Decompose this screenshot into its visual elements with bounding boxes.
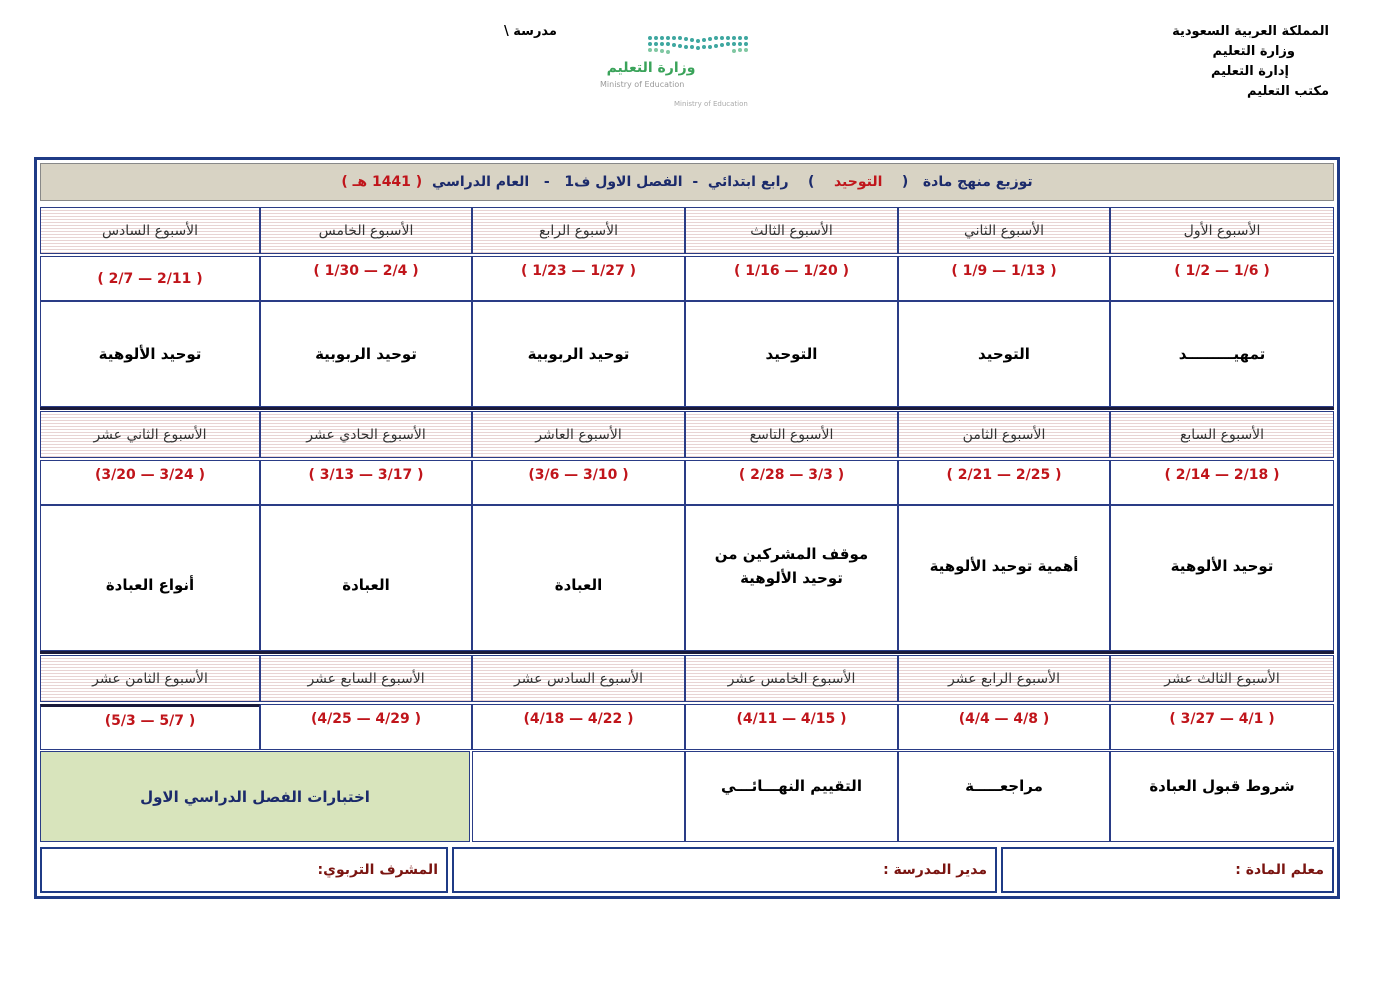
header-line: إدارة التعليم: [1210, 64, 1289, 79]
lesson-cell: العبادة: [472, 505, 685, 651]
title-prefix: توزيع منهج مادة: [922, 174, 1033, 190]
week-dates: (4/11 — 4/15 ): [685, 704, 898, 750]
lesson-cell: [472, 751, 685, 842]
week-dates: ( 2/14 — 2/18 ): [1110, 460, 1334, 505]
supervisor-signature: المشرف التربوي:: [40, 847, 448, 893]
lesson-cell: توحيد الألوهية: [1110, 505, 1334, 651]
week-header: الأسبوع الثامن: [898, 411, 1110, 458]
week-header: الأسبوع الرابع عشر: [898, 655, 1110, 702]
week-header: الأسبوع الثالث: [685, 207, 898, 254]
week-dates: (4/25 — 4/29 ): [260, 704, 472, 750]
header-line: وزارة التعليم: [1212, 44, 1295, 59]
lesson-cell: العبادة: [260, 505, 472, 651]
title-grade: رابع ابتدائي: [707, 174, 789, 190]
lesson-cell: التوحيد: [685, 301, 898, 407]
lesson-cell: أهمية توحيد الألوهية: [898, 505, 1110, 651]
row-divider: [40, 651, 1334, 654]
title-close-paren: ): [808, 174, 815, 190]
week-dates: ( 1/23 — 1/27 ): [472, 256, 685, 301]
lesson-cell: توحيد الربوبية: [260, 301, 472, 407]
lesson-cell: تمهيـــــــــد: [1110, 301, 1334, 407]
title-dash: -: [692, 174, 699, 190]
page-title: [40, 163, 1334, 201]
week-dates: ( 2/7 — 2/11 ): [40, 256, 260, 301]
lesson-cell: التوحيد: [898, 301, 1110, 407]
week-header: الأسبوع العاشر: [472, 411, 685, 458]
week-dates: ( 1/16 — 1/20 ): [685, 256, 898, 301]
lesson-cell: توحيد الألوهية: [40, 301, 260, 407]
week-dates: ( 3/27 — 4/1 ): [1110, 704, 1334, 750]
title-year: ( 1441 هـ ): [341, 174, 423, 190]
week-header: الأسبوع التاسع: [685, 411, 898, 458]
week-dates: (3/20 — 3/24 ): [40, 460, 260, 505]
logo-english-text-2: Ministry of Education: [674, 100, 748, 108]
teacher-signature: معلم المادة :: [1001, 847, 1334, 893]
row-divider: [40, 407, 1334, 410]
header-line: مكتب التعليم: [1247, 84, 1329, 99]
title-open-paren: (: [901, 174, 909, 190]
week-header: الأسبوع الأول: [1110, 207, 1334, 254]
title-dash: -: [543, 174, 550, 190]
exam-cell: اختبارات الفصل الدراسي الاول: [40, 751, 470, 842]
week-dates: (3/6 — 3/10 ): [472, 460, 685, 505]
week-dates: ( 3/13 — 3/17 ): [260, 460, 472, 505]
week-header: الأسبوع الثالث عشر: [1110, 655, 1334, 702]
ministry-logo: [596, 30, 758, 110]
school-label: مدرسة \: [504, 24, 557, 39]
principal-signature: مدير المدرسة :: [452, 847, 997, 893]
week-header: الأسبوع السابع عشر: [260, 655, 472, 702]
week-dates: ( 1/30 — 2/4 ): [260, 256, 472, 301]
week-header: الأسبوع الخامس: [260, 207, 472, 254]
week-dates: (4/4 — 4/8 ): [898, 704, 1110, 750]
logo-english-text: Ministry of Education: [600, 80, 685, 89]
week-dates: (5/3 — 5/7 ): [40, 704, 260, 750]
logo-arabic-text: وزارة التعليم: [606, 60, 696, 76]
title-year-label: العام الدراسي: [431, 174, 530, 190]
lesson-cell: التقييم النهـــائـــي: [685, 751, 898, 842]
week-header: الأسبوع الثاني: [898, 207, 1110, 254]
header-line: المملكة العربية السعودية: [1172, 24, 1329, 39]
title-semester: الفصل الاول ف1: [564, 174, 683, 190]
week-dates: ( 2/21 — 2/25 ): [898, 460, 1110, 505]
week-header: الأسبوع السادس: [40, 207, 260, 254]
week-header: الأسبوع الثاني عشر: [40, 411, 260, 458]
week-header: الأسبوع السادس عشر: [472, 655, 685, 702]
lesson-cell: موقف المشركين من توحيد الألوهية: [685, 505, 898, 651]
week-dates: (4/18 — 4/22 ): [472, 704, 685, 750]
lesson-cell: توحيد الربوبية: [472, 301, 685, 407]
week-dates: ( 1/9 — 1/13 ): [898, 256, 1110, 301]
week-dates: ( 2/28 — 3/3 ): [685, 460, 898, 505]
week-header: الأسبوع الثامن عشر: [40, 655, 260, 702]
week-dates: ( 1/2 — 1/6 ): [1110, 256, 1334, 301]
lesson-cell: أنواع العبادة: [40, 505, 260, 651]
week-header: الأسبوع الخامس عشر: [685, 655, 898, 702]
week-header: الأسبوع الحادي عشر: [260, 411, 472, 458]
week-header: الأسبوع السابع: [1110, 411, 1334, 458]
header-ministry-lines: [1172, 22, 1329, 102]
title-subject: التوحيد: [833, 174, 883, 190]
week-header: الأسبوع الرابع: [472, 207, 685, 254]
lesson-cell: شروط قبول العبادة: [1110, 751, 1334, 842]
lesson-cell: مراجعـــــة: [898, 751, 1110, 842]
